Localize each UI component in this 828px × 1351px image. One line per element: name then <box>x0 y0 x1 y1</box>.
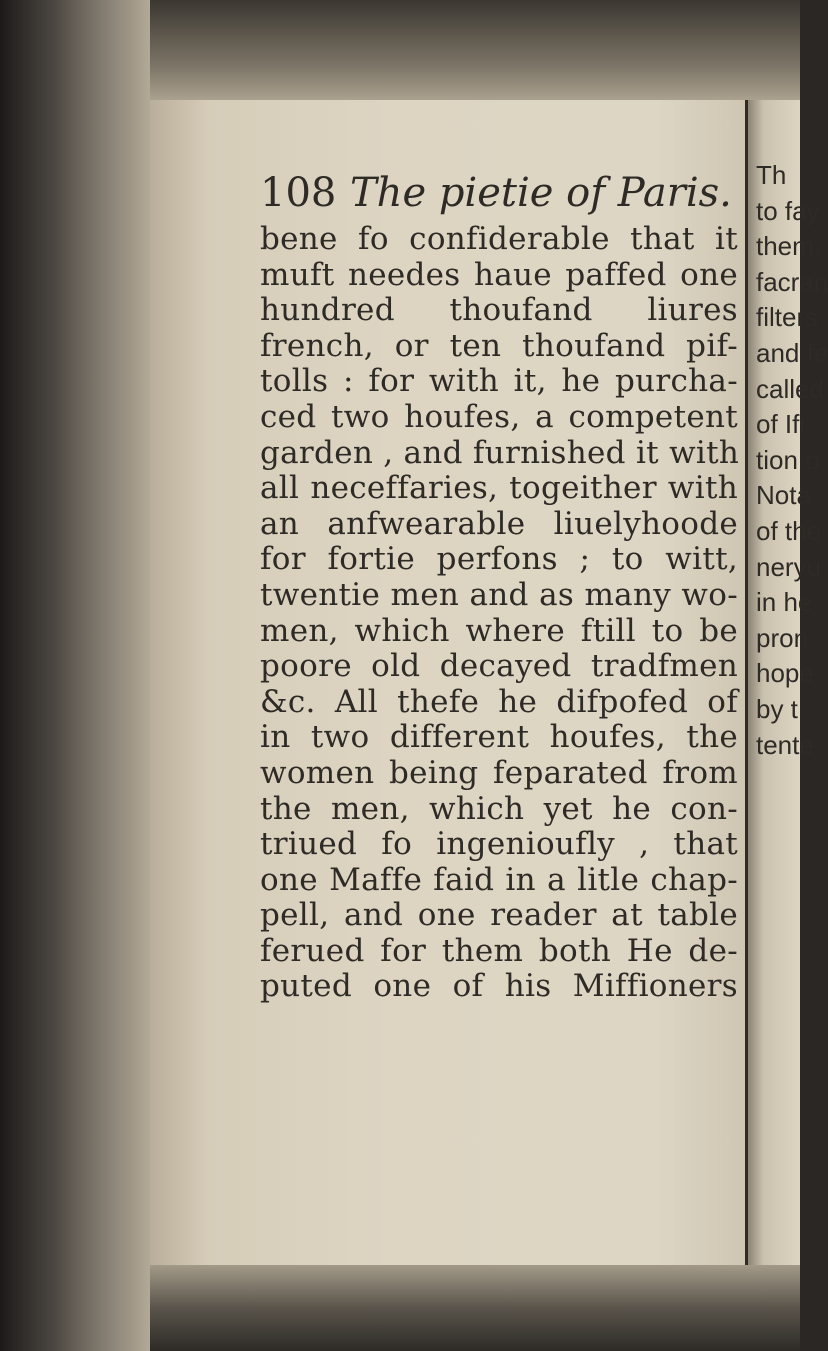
facing-page <box>748 100 828 1270</box>
page-number: 108 <box>260 170 337 216</box>
facing-word: tion o <box>756 444 820 475</box>
facing-word: and fe <box>756 337 828 368</box>
text-line: &c. All thefe he difpofed of <box>260 683 738 720</box>
text-line: all neceffaries, togeither with <box>260 470 738 507</box>
text-line: one Maffe faid in a litle chap- <box>260 861 738 898</box>
text-line: hundred thoufand liures <box>260 292 738 329</box>
text-line: men, which where ftill to be <box>260 612 738 649</box>
facing-word: called <box>756 373 824 404</box>
facing-word: filters <box>756 302 819 333</box>
running-title: The pietie of Paris. <box>350 170 732 216</box>
page-gutter <box>745 100 748 1270</box>
bottom-shadow <box>150 1265 800 1351</box>
text-line: the men, which yet he con- <box>260 790 738 827</box>
body-text <box>260 222 738 1005</box>
text-line: french, or ten thoufand pif- <box>260 327 738 364</box>
text-line: in two different houfes, the <box>260 719 738 756</box>
text-line: pell, and one reader at table <box>260 897 738 934</box>
facing-word: in he <box>756 587 813 618</box>
book-binding <box>0 0 150 1351</box>
text-line: muft needes haue paffed one <box>260 256 738 293</box>
facing-word: facran <box>756 266 828 297</box>
text-line: puted one of his Miffioners <box>260 968 738 1005</box>
facing-word: Nota <box>756 480 811 511</box>
facing-word: of the <box>756 515 822 546</box>
text-line: for fortie perfons ; to witt, <box>260 541 738 578</box>
text-line: tolls : for with it, he purcha- <box>260 363 738 400</box>
facing-word: Th <box>756 160 787 190</box>
top-shadow <box>150 0 800 110</box>
facing-word: hope <box>756 658 814 689</box>
facing-word: to fay <box>756 195 820 226</box>
facing-word: by t <box>756 693 798 724</box>
text-line: women being feparated from <box>260 754 738 791</box>
text-line: an anfwearable liuelyhoode <box>260 505 738 542</box>
text-line: ferued for them both He de- <box>260 932 738 969</box>
facing-word: of Ifi <box>756 409 806 440</box>
text-line: garden , and furnished it with <box>260 434 740 471</box>
facing-word: tente <box>756 729 814 760</box>
facing-word: neryu <box>756 551 822 582</box>
text-line: ced two houfes, a competent <box>260 398 738 435</box>
text-line: poore old decayed tradfmen <box>260 648 738 685</box>
facing-word: them. <box>756 231 822 262</box>
text-line: bene fo confiderable that it <box>260 221 738 257</box>
text-line: triued fo ingenioufly , that <box>260 826 738 863</box>
page-header <box>260 168 730 218</box>
facing-page-text <box>756 158 828 763</box>
text-line: twentie men and as many wo- <box>260 576 738 613</box>
facing-word: pron <box>756 622 809 653</box>
